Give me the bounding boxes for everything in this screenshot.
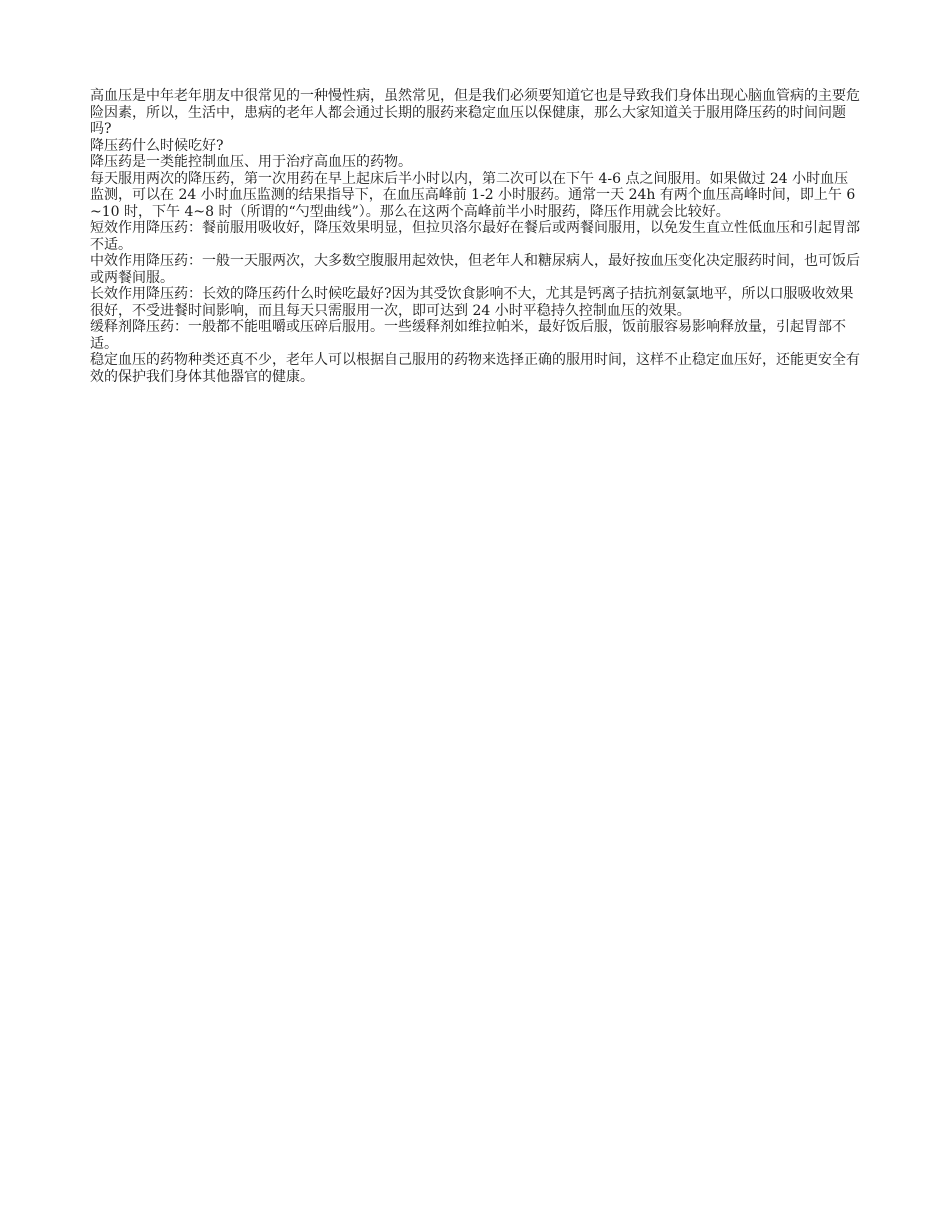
paragraph-twice-daily: 每天服用两次的降压药，第一次用药在早上起床后半小时以内，第二次可以在下午 4-6 点之间服用。如果做过 24 小时血压监测，可以在 24 小时血压监测的结果指导下，在血压高峰前 1-2 小时服药。通常一天 24h 有两个血压高峰时间，即上午 6~10 时，下午 4~8 时（所谓的“勺型曲线”）。那么在这两个高峰前半小时服药，降压作用就会比较好。 bbox=[90, 170, 856, 220]
paragraph-conclusion: 稳定血压的药物种类还真不少，老年人可以根据自己服用的药物来选择正确的服用时间，这样不止稳定血压好，还能更安全有效的保护我们身体其他器官的健康。 bbox=[90, 352, 860, 385]
paragraph-definition: 降压药是一类能控制血压、用于治疗高血压的药物。 bbox=[90, 154, 412, 170]
paragraph-question: 降压药什么时候吃好? bbox=[90, 137, 224, 154]
paragraph-sustained-release: 缓释剂降压药：一般都不能咀嚼或压碎后服用。一些缓释剂如维拉帕米，最好饭后服，饭前服容易影响释放量，引起胃部不适。 bbox=[90, 319, 846, 352]
paragraph-medium-acting: 中效作用降压药：一般一天服两次，大多数空腹服用起效快，但老年人和糖尿病人，最好按血压变化决定服药时间，也可饭后或两餐间服。 bbox=[90, 253, 860, 286]
paragraph-intro: 高血压是中年老年朋友中很常见的一种慢性病，虽然常见，但是我们必须要知道它也是导致我们身体出现心脑血管病的主要危险因素，所以，生活中，患病的老年人都会通过长期的服药来稳定血压以保健康，那么大家知道关于服用降压药的时间问题吗? bbox=[90, 88, 860, 137]
paragraph-long-acting: 长效作用降压药：长效的降压药什么时候吃最好?因为其受饮食影响不大，尤其是钙离子拮抗剂氨氯地平，所以口服吸收效果很好，不受进餐时间影响，而且每天只需服用一次，即可达到 24 小时平稳持久控制血压的效果。 bbox=[90, 286, 854, 319]
document-body bbox=[90, 88, 862, 385]
paragraph-short-acting: 短效作用降压药：餐前服用吸收好，降压效果明显，但拉贝洛尔最好在餐后或两餐间服用，以免发生直立性低血压和引起胃部不适。 bbox=[90, 220, 860, 253]
